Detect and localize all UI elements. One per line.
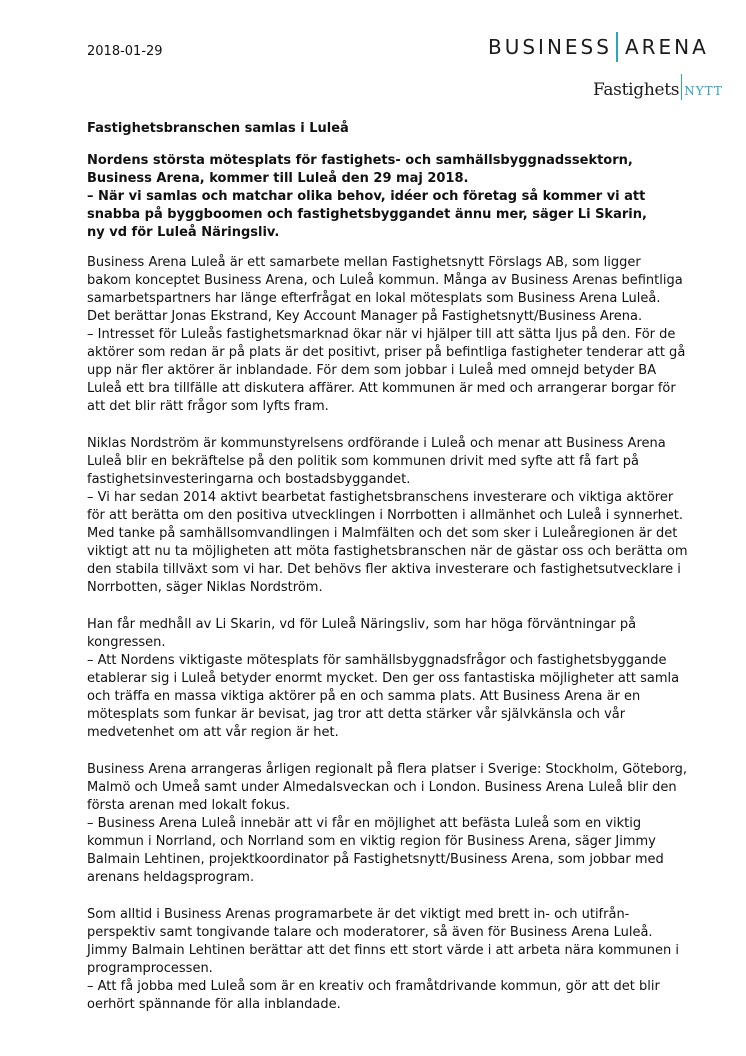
logo-arena-text: ARENA (624, 35, 709, 59)
body-line: Malmö och Umeå samt under Almedalsveckan och i London. Business Arena Luleå blir den (87, 780, 677, 795)
document-title: Fastighetsbranschen samlas i Luleå (87, 121, 349, 136)
logo-fastighets-text: Fastighets (593, 80, 680, 100)
body-paragraph (87, 761, 688, 887)
body-line: Med tanke på samhällsomvandlingen i Malmfälten och det som sker i Luleåregionen är det (87, 526, 678, 541)
body-line: kongressen. (87, 635, 166, 650)
body-line: bakom konceptet Business Arena, och Luleå kommun. Många av Business Arenas befintliga (87, 273, 683, 288)
body-line: den stabila tillväxt som vi har. Det behövs fler aktiva investerare och fastighetsutvecklare i (87, 562, 681, 577)
body-line: programprocessen. (87, 961, 213, 976)
body-line: etablerar sig i Luleå betyder enormt mycket. Den ger oss fantastiska möjligheter att samla (87, 671, 680, 686)
body-line: perspektiv samt tongivande talare och moderatorer, så även för Business Arena Luleå. (87, 925, 653, 940)
body-paragraph (87, 906, 679, 1014)
business-arena-logo (488, 32, 709, 62)
body-line: för att berätta om den positiva utvecklingen i Norrbotten i allmänhet och Luleå i synnerhet. (87, 508, 684, 523)
body-line: Niklas Nordström är kommunstyrelsens ordförande i Luleå och menar att Business Arena (87, 436, 666, 451)
body-text (87, 254, 688, 1033)
body-line: – Vi har sedan 2014 aktivt bearbetat fastighetsbranschens investerare och viktiga aktörer (87, 490, 674, 505)
body-line: och träffa en massa viktiga aktörer på en och samma plats. Att Business Arena är en (87, 689, 641, 704)
body-line: Jimmy Balmain Lehtinen berättar att det finns ett stort värde i att arbeta nära kommunen i (87, 943, 679, 958)
body-line: Norrbotten, säger Niklas Nordström. (87, 580, 323, 595)
body-line: Business Arena arrangeras årligen regionalt på flera platser i Sverige: Stockholm, Göteborg, (87, 762, 688, 777)
body-line: Han får medhåll av Li Skarin, vd för Luleå Näringsliv, som har höga förväntningar på (87, 617, 637, 632)
fastighetsnytt-logo (593, 74, 723, 100)
body-line: Balmain Lehtinen, projektkoordinator på Fastighetsnytt/Business Arena, som jobbar med (87, 852, 664, 867)
logo-business-text: BUSINESS (488, 35, 612, 59)
body-paragraph (87, 435, 688, 597)
lead-section (87, 152, 667, 242)
body-line: – Intresset för Luleås fastighetsmarknad ökar när vi hjälper till att sätta ljus på den. För de (87, 327, 676, 342)
body-line: medvetenhet om att vår region är het. (87, 725, 339, 740)
body-line: Luleå ett bra tillfälle att diskutera affärer. Att kommunen är med och arrangerar borgar för (87, 381, 676, 396)
lead-paragraph: Nordens största mötesplats för fastighets- och samhällsbyggnadssektorn, Business Arena, kommer till Luleå den 29 maj 2018. (87, 153, 633, 186)
body-line: viktigt att nu ta möjligheten att möta fastighetsbranschen när de gästar oss och berätta om (87, 544, 688, 559)
body-line: upp när fler aktörer är inblandade. För dem som jobbar i Luleå med omnejd betyder BA (87, 363, 657, 378)
body-paragraph (87, 616, 680, 742)
body-line: aktörer som redan är på plats är det positivt, priser på befintliga fastigheter tenderar att gå (87, 345, 686, 360)
body-line: – Att få jobba med Luleå som är en kreativ och framåtdrivande kommun, gör att det blir (87, 979, 660, 994)
body-line: oerhört spännande för alla inblandade. (87, 997, 341, 1012)
body-line: att det blir rätt frågor som lyfts fram. (87, 399, 329, 414)
body-line: mötesplats som funkar är bevisat, jag tror att detta stärker vår självkänsla och vår (87, 707, 626, 722)
logo-divider (616, 32, 618, 62)
body-line: fastighetsinvesteringarna och bostadsbyggandet. (87, 472, 411, 487)
body-line: arenans heldagsprogram. (87, 870, 255, 885)
body-line: kommun i Norrland, och Norrland som en viktig region för Business Arena, säger Jimmy (87, 834, 656, 849)
body-line: Det berättar Jonas Ekstrand, Key Account Manager på Fastighetsnytt/Business Arena. (87, 309, 643, 324)
body-line: första arenan med lokalt fokus. (87, 798, 290, 813)
body-line: Business Arena Luleå är ett samarbete mellan Fastighetsnytt Förslags AB, som ligger (87, 255, 641, 270)
body-line: Som alltid i Business Arenas programarbete är det viktigt med brett in- och utifrån- (87, 907, 630, 922)
lead-quote: – När vi samlas och matchar olika behov, idéer och företag så kommer vi att snabba på byggboomen och fastighetsbyggandet ännu mer, säger Li Skarin, ny vd för Luleå Näringsliv. (87, 189, 647, 240)
logo-fn-divider (681, 74, 682, 100)
body-paragraph (87, 254, 686, 416)
body-line: – Business Arena Luleå innebär att vi får en möjlighet att befästa Luleå som en viktig (87, 816, 642, 831)
body-line: samarbetspartners har länge efterfrågat en lokal mötesplats som Business Arena Luleå. (87, 291, 661, 306)
date: 2018-01-29 (87, 44, 163, 59)
logo-nytt-text: NYTT (684, 84, 723, 98)
body-line: – Att Nordens viktigaste mötesplats för samhällsbyggnadsfrågor och fastighetsbyggande (87, 653, 667, 668)
body-line: Luleå blir en bekräftelse på den politik som kommunen drivit med syfte att få fart på (87, 454, 639, 469)
